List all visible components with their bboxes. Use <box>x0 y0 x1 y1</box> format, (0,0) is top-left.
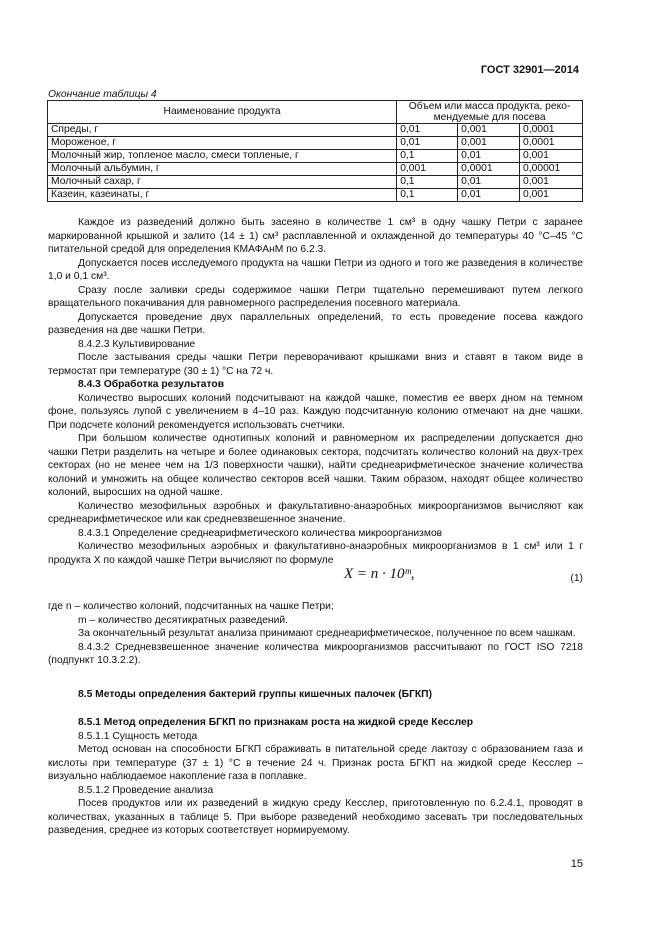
body-text <box>48 216 583 567</box>
formula-number: (1) <box>570 573 583 584</box>
cell-name: Молочный жир, топленое масло, смеси топленые, г <box>48 150 397 163</box>
paragraph: При большом количестве однотипных колоний и равномерном их распределении допускается дно чашки Петри разделить на четыре и более одинаковых сектора, подсчитать количество колоний на двух-трех секторах (но не менее чем на 1/3 поверхности чашки), найти среднеарифметическое значение количества колоний и умножить на общее количество секторов всей чашки. Таким образом, находят общее количество колоний, выросших на одной чашке. <box>48 433 583 498</box>
paragraph: За окончательный результат анализа принимают среднеарифметическое, полученное по всем чашкам. <box>78 628 576 639</box>
table-row <box>48 137 583 150</box>
section-8-5-1 <box>48 716 583 838</box>
cell-value: 0,0001 <box>458 163 520 176</box>
paragraph: Допускается проведение двух параллельных определений, то есть проведение посева каждого разведения на две чашки Петри. <box>48 311 583 336</box>
cell-value: 0,0001 <box>520 124 583 137</box>
header-product: Наименование продукта <box>48 101 397 124</box>
paragraph: Количество мезофильных аэробных и факультативно-анаэробных микроорганизмов вычисляют как среднеарифметическое или как средневзвешенное значение. <box>48 500 583 525</box>
paragraph: Посев продуктов или их разведений в жидкую среду Кесслер, приготовленную по 6.2.4.1, проводят в количествах, указанных в таблице 5. При выборе разведений необходимо засевать три последовательных разведения, среднее из которых соответствует нормируемому. <box>48 798 583 836</box>
cell-name: Молочный сахар, г <box>48 176 397 189</box>
formula-explanation <box>48 600 583 668</box>
paragraph: Сразу после заливки среды содержимое чашки Петри тщательно перемешивают путем легкого вращательного покачивания для равномерного распределения посевного материала. <box>48 284 583 309</box>
cell-name: Мороженое, г <box>48 137 397 150</box>
document-header: ГОСТ 32901—2014 <box>480 64 579 76</box>
cell-value: 0,1 <box>397 176 458 189</box>
page-number: 15 <box>570 858 583 870</box>
cell-value: 0,1 <box>397 189 458 202</box>
subsection-heading: 8.4.3.1 Определение среднеарифметического количества микроорганизмов <box>78 527 443 539</box>
cell-value: 0,001 <box>458 137 520 150</box>
cell-name: Спреды, г <box>48 124 397 137</box>
table-row <box>48 124 583 137</box>
section-heading: 8.5 Методы определения бактерий группы кишечных палочек (БГКП) <box>78 689 433 700</box>
header-volume-text: Объем или масса продукта, реко- мендуемые для посева <box>408 101 571 123</box>
paragraph: 8.4.3.2 Средневзвешенное значение количества микроорганизмов рассчитывают по ГОСТ ISO 7218 (подпункт 10.3.2.2). <box>48 641 583 666</box>
paragraph: После застывания среды чашки Петри переворачивают крышками вниз и ставят в таком виде в термостат при температуре (30 ± 1) °С на 72 ч. <box>48 352 583 377</box>
table-caption: Окончание таблицы 4 <box>48 89 157 100</box>
paragraph: Количество мезофильных аэробных и факультативно-анаэробных микроорганизмов в 1 см³ или 1 г продукта X по каждой чашке Петри вычисляют по формуле <box>48 541 583 566</box>
cell-value: 0,01 <box>458 150 520 163</box>
cell-value: 0,001 <box>520 176 583 189</box>
formula-1 <box>48 566 583 588</box>
subsection-heading: 8.5.1.1 Сущность метода <box>78 730 198 742</box>
table-row <box>48 150 583 163</box>
cell-value: 0,00001 <box>520 163 583 176</box>
cell-name: Молочный альбумин, г <box>48 163 397 176</box>
cell-value: 0,01 <box>397 124 458 137</box>
where-n: где n – количество колоний, подсчитанных на чашке Петри; <box>48 601 334 612</box>
cell-name: Казеин, казеинаты, г <box>48 189 397 202</box>
subsection-heading: 8.5.1.2 Проведение анализа <box>78 784 214 796</box>
cell-value: 0,001 <box>458 124 520 137</box>
table-header-row <box>48 101 583 124</box>
paragraph: Количество выросших колоний подсчитывают на каждой чашке, поместив ее вверх дном на темном фоне, пользуясь лупой с увеличением в 4–10 раз. Каждую подсчитанную колонию отмечают на дне чашки. При подсчете колоний рекомендуется использовать счетчики. <box>48 392 583 431</box>
cell-value: 0,01 <box>397 137 458 150</box>
paragraph: Метод основан на способности БГКП сбраживать в питательной среде лактозу с образованием газа и кислоты при температуре (37 ± 1) °С в течение 24 ч. Признак роста БГКП на жидкой среде Кесслер – визуально наблюдаемое накопление газа в поплавке. <box>48 744 583 782</box>
table-row <box>48 163 583 176</box>
subsection-heading: 8.4.2.3 Культивирование <box>78 338 196 350</box>
paragraph: Допускается посев исследуемого продукта на чашки Петри из одного и того же разведения в количестве 1,0 и 0,1 см³. <box>48 257 583 282</box>
cell-value: 0,001 <box>520 150 583 163</box>
table-row <box>48 189 583 202</box>
cell-value: 0,001 <box>520 189 583 202</box>
where-m: m – количество десятикратных разведений. <box>78 614 288 626</box>
cell-value: 0,001 <box>397 163 458 176</box>
formula-expression: X = n · 10ᵐ, <box>344 566 415 582</box>
cell-value: 0,01 <box>458 176 520 189</box>
cell-value: 0,01 <box>458 189 520 202</box>
section-8-5 <box>48 688 583 702</box>
cell-value: 0,0001 <box>520 137 583 150</box>
section-heading: 8.5.1 Метод определения БГКП по признакам роста на жидкой среде Кесслер <box>78 717 474 728</box>
table-4 <box>47 100 583 202</box>
table-row <box>48 176 583 189</box>
paragraph: Каждое из разведений должно быть засеяно в количестве 1 см³ в одну чашку Петри с заранее маркированной крышкой и залито (14 ± 1) см³ расплавленной и охлажденной до температуры 40 °С–45 °С питательной средой для определения КМАФАнМ по 6.2.3. <box>48 217 583 255</box>
cell-value: 0,1 <box>397 150 458 163</box>
header-volume <box>397 101 583 124</box>
subsection-heading: 8.4.3 Обработка результатов <box>78 379 225 390</box>
